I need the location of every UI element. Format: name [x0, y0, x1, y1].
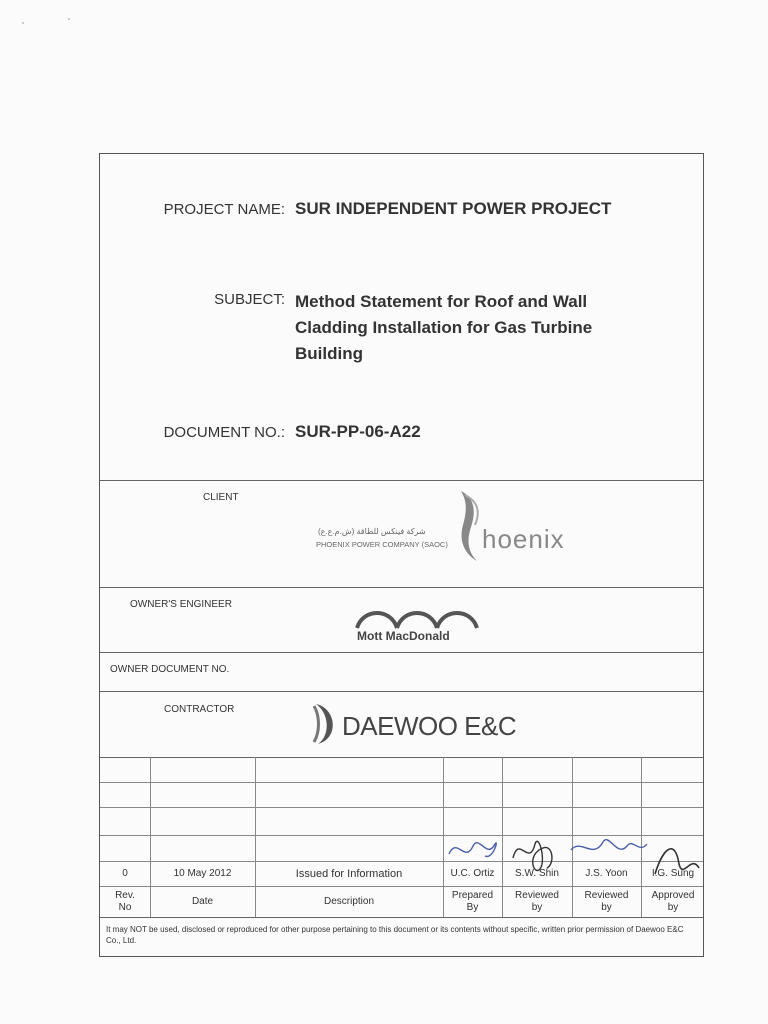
header-line: Reviewed	[584, 889, 629, 901]
header-line: By	[466, 901, 479, 913]
contractor-label: CONTRACTOR	[164, 704, 235, 715]
client-company-name: PHOENIX POWER COMPANY (SAOC)	[316, 540, 448, 549]
header-line: Reviewed	[515, 889, 559, 901]
approved-by-cell: I.G. Sung	[651, 867, 695, 879]
subject-line: Cladding Installation for Gas Turbine	[295, 318, 593, 337]
header-line: Prepared	[451, 889, 494, 901]
header-line: No	[118, 901, 132, 913]
date-header: Date	[191, 895, 214, 907]
owner-document-no-label: OWNER DOCUMENT NO.	[110, 664, 230, 675]
divider	[100, 587, 703, 588]
mott-macdonald-logo-text: Mott MacDonald	[357, 629, 450, 643]
document-no-label: DOCUMENT NO.:	[163, 424, 285, 441]
subject-line: Building	[295, 344, 363, 363]
project-name-label: PROJECT NAME:	[163, 201, 285, 218]
divider	[100, 652, 703, 653]
header-line: by	[667, 901, 679, 913]
header-line: by	[531, 901, 543, 913]
description-header: Description	[323, 895, 375, 907]
reviewed-by-cell: S.W. Shin	[515, 867, 559, 879]
description-cell: Issued for Information	[295, 867, 403, 880]
reviewed-by-header	[502, 886, 572, 917]
document-no-value: SUR-PP-06-A22	[295, 422, 421, 441]
daewoo-logo-text: DAEWOO E&C	[342, 711, 517, 741]
scan-speck	[68, 18, 70, 20]
client-arabic-name: شركة فينكس للطاقة (ش.م.ع.ع)	[318, 527, 426, 536]
cover-sheet-frame	[99, 153, 704, 957]
subject-line: Method Statement for Roof and Wall	[295, 292, 588, 311]
approved-by-header	[641, 886, 705, 917]
header-line: Approved	[651, 889, 695, 901]
prepared-by-header	[443, 886, 502, 917]
header-line: Rev.	[115, 889, 135, 901]
confidentiality-footnote: It may NOT be used, disclosed or reproduced for other purpose pertaining to this document or its contents without specific, written prior permission of Daewoo E&C Co., Ltd.	[106, 925, 684, 945]
project-name-value: SUR INDEPENDENT POWER PROJECT	[295, 199, 612, 218]
client-label: CLIENT	[203, 492, 239, 503]
rev-no-header	[100, 886, 150, 917]
divider	[100, 480, 703, 481]
subject-label: SUBJECT:	[214, 291, 285, 308]
table-rule	[100, 917, 703, 918]
table-rule	[100, 807, 703, 808]
reviewed-by-header	[572, 886, 641, 917]
owners-engineer-label: OWNER'S ENGINEER	[130, 599, 232, 610]
divider	[100, 757, 703, 758]
rev-no-cell: 0	[122, 867, 128, 879]
daewoo-logo-icon	[312, 702, 340, 746]
table-rule	[100, 782, 703, 783]
subject-value	[295, 289, 592, 367]
mott-macdonald-arches-icon	[355, 604, 480, 630]
date-cell: 10 May 2012	[173, 867, 232, 879]
reviewed-by-cell: J.S. Yoon	[585, 867, 628, 879]
header-line: by	[601, 901, 612, 913]
prepared-by-cell: U.C. Ortiz	[450, 867, 495, 879]
scan-speck	[22, 22, 24, 24]
divider	[100, 691, 703, 692]
phoenix-logo-text: hoenix	[482, 524, 565, 554]
